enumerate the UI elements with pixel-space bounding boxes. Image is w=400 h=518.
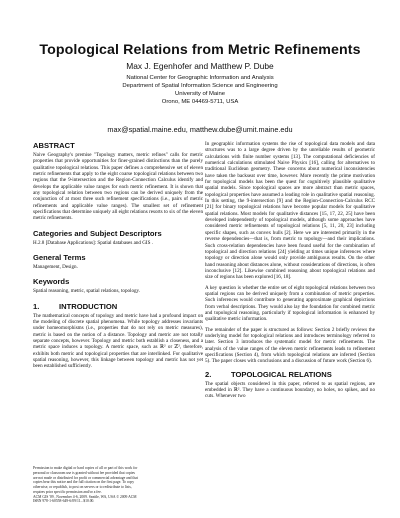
affiliation-line: Orono, ME 04469-5711, USA — [161, 99, 239, 105]
footnote-line: personal or classroom use is granted without fee provided that copies — [33, 470, 135, 475]
intro-paragraph-3: A key question is whether the entire set of eight topological relations between two spatial regions can be derived uniquely from a combination of metric properties. Such inferences would contribute to generating approximate graphical depictions from verbal descriptions. They would also lay the foundation for combined metric and topological reasoning, particularly if topological information is enhanced by qualitative metric information. — [205, 284, 375, 323]
affiliation-line: University of Maine — [174, 91, 226, 97]
footnote-line: copies bear this notice and the full citation on the first page. To copy — [33, 480, 135, 485]
section2-text: The spatial objects considered in this paper, referred to as spatial regions, are embedded in ℝ². They have a continuous boundary, no holes, no spikes, and no cuts. Whenever two — [205, 380, 375, 400]
footnote-line: ACM GIS '09 , November 4-6, 2009. Seattle, WA, USA © 2009 ACM — [33, 494, 137, 499]
footnote-line: requires prior specific permission and/or a fee. — [33, 489, 102, 494]
intro-paragraph-2: In geographic information systems the rise of topological data models and data structures was to a large degree driven by the unreliable results of geometric calculations with finite number systems [13]. The computational deficiencies of numerical calculations stimulated Naive Physics [16], calling for alternatives to traditional Euclidean geometry. These concerns about numerical inconsistencies have taken the backseat over time, however. More recently the prime motivation for topological models has been the quest for cognitively plausible qualitative spatial models. Since topological spaces are more abstract than metric spaces, topological properties have assumed a leading role in qualitative spatial reasoning. In this setting, the 9-intersection [9] and the Region-Connection-Calculus RCC [21] for binary topological relations have become popular models for qualitative spatial relations. Most models for qualitative distances [15, 17, 22, 25] have been developed independently of topological models, although some approaches have considered metric refinements of topological relations [5, 11, 20, 23] including specific shapes, such as convex hulls [2]. Here we are interested primarily in the reverse dependencies—that is, from metric to topology—and their implications. Such cross-relation dependencies have been found useful for the combination of topological and direction relations [24] yielding at times unique inferences where topology or direction alone would only provide ambiguous results. On the other hand reasoning about distances alone, without considerations of directions, is often inconclusive [12]. Likewise combined reasoning about topological relations and size of regions has been explored [16, 18]. — [205, 141, 375, 281]
abstract-text: Naive Geography's premise "Topology matters, metric refines" calls for metric properties that provide opportunities for finer-grained distinctions than the purely qualitative topological relations. This paper defines a comprehensive set of eleven metric refinements that apply to the eight coarse topological relations between two regions that the 9-intersection and the Region-Connection Calculus identify and develops the applicable value ranges for each metric refinement. It is shown that any topological relation between two regions can be derived uniquely from the conjunction of at most three such refinement specifications (i.e., pairs of metric refinements and applicable value ranges). The smallest set of refinement specifications that determine uniquely all eight relations resorts to six of the eleven metric refinements. — [33, 152, 203, 222]
section-title: INTRODUCTION — [59, 301, 118, 311]
section-title: TOPOLOGICAL RELATIONS — [231, 369, 332, 379]
categories-heading: Categories and Subject Descriptors — [33, 228, 162, 238]
right-column — [205, 141, 375, 404]
affiliation-block — [20, 74, 380, 106]
footnote-line: otherwise, or republish, to post on servers or to redistribute to lists, — [33, 485, 132, 489]
paper-title: Topological Relations from Metric Refinements — [39, 42, 361, 58]
section-number: 2. — [205, 369, 212, 379]
section-number: 1. — [33, 301, 40, 311]
author-emails: max@spatial.maine.edu, matthew.dube@umit.maine.edu — [107, 125, 293, 134]
author-names: Max J. Egenhofer and Matthew P. Dube — [126, 61, 274, 71]
keywords-text: Spatial reasoning, metric, spatial relations, topology. — [33, 288, 141, 295]
intro-heading — [33, 302, 203, 311]
general-terms-text: Management, Design. — [33, 264, 78, 271]
affiliation-line: National Center for Geographic Information and Analysis — [126, 75, 274, 81]
copyright-footnote — [33, 466, 203, 504]
affiliation-line: Department of Spatial Information Science and Engineering — [122, 83, 278, 89]
footnote-line: are not made or distributed for profit or commercial advantage and that — [33, 475, 138, 480]
general-terms-heading: General Terms — [33, 253, 86, 263]
categories-text: H.2.8 [Database Applications]: Spatial databases and GIS . — [33, 239, 153, 246]
abstract-heading: ABSTRACT — [33, 141, 75, 150]
section2-heading — [205, 370, 375, 379]
intro-paragraph-4: The remainder of the paper is structured as follows: Section 2 briefly reviews the underlying model for topological relations and introduces terminology referred to later. Section 3 introduces the systematic model for metric refinements. The analysis of the value ranges of the eleven metric refinements leads to refinement specifications (Section 4), from which topological relations are inferred (Section 5). The paper closes with conclusions and a discussion of future work (Section 6). — [205, 326, 375, 365]
footnote-line: Permission to make digital or hard copies of all or part of this work for — [33, 466, 138, 470]
left-column — [33, 141, 203, 374]
keywords-heading: Keywords — [33, 277, 70, 287]
intro-paragraph-1: The mathematical concepts of topology and metric have had a profound impact on the modeling of discrete spatial phenomena. While topology addresses invariants under homeomorphisms (i.e., properties that do not rely on metric measures), metric is based on the notion of a distance. Topology and metric are not totally separate concepts, however. Topology and metric both establish a closeness, and a metric space induces a topology. A metric space, such as ℝ² or ℤ², therefore, exhibits both metric and topological properties that are interlinked. For qualitative spatial reasoning, however, this linkage between topology and metric has not yet been established sufficiently. — [33, 312, 203, 370]
footnote-line: ISBN 978-1-60558-649-6/09/11...$10.00. — [33, 499, 95, 504]
